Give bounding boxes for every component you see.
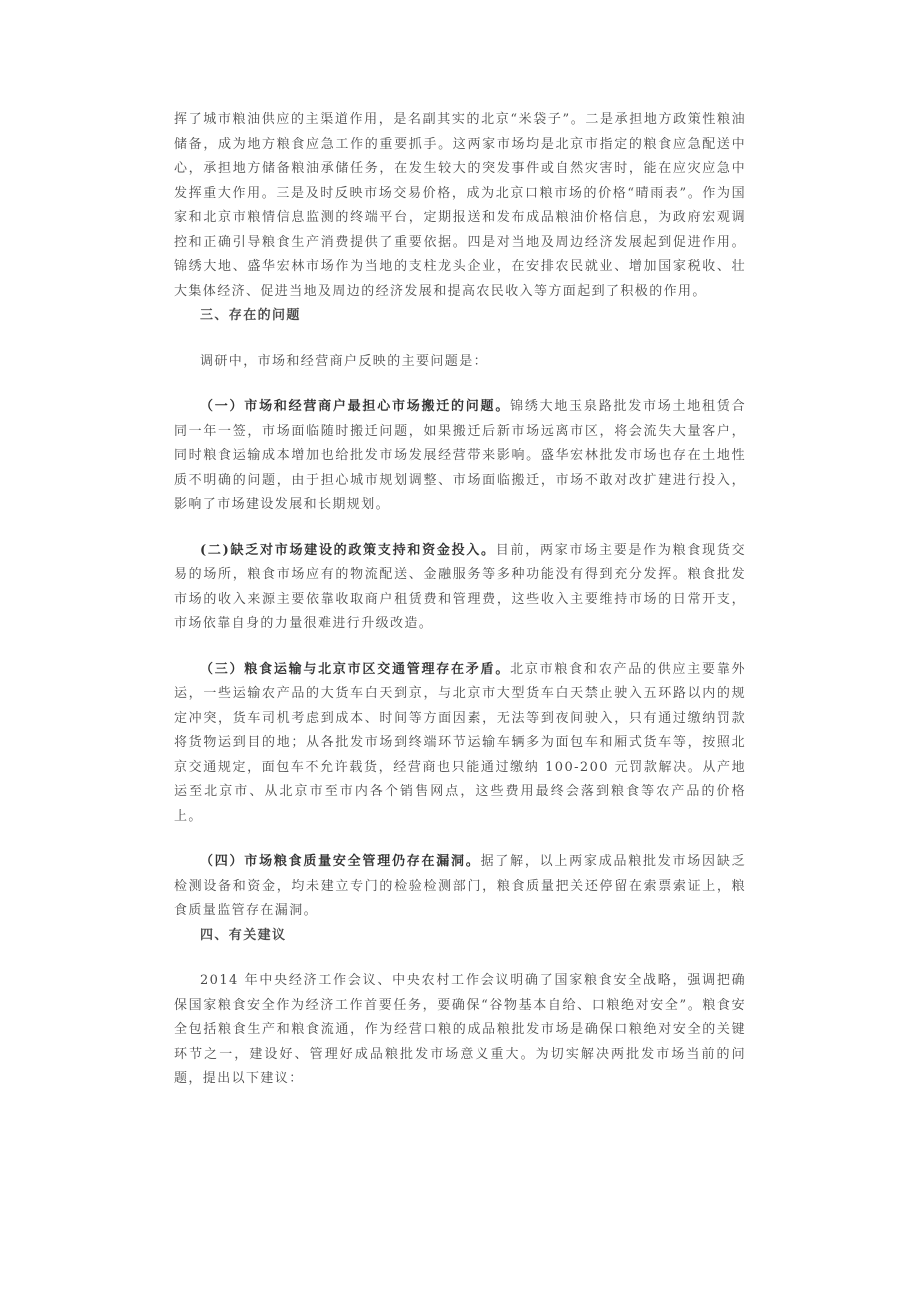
problem-2-text: 目前，两家市场主要是作为粮食现货交易的场所，粮食市场应有的物流配送、金融服务等多种功能没有得到充分发挥。粮食批发市场的收入来源主要依靠收取商户租赁费和管理费，这些收入主要维持市场的日常开支，市场依靠自身的力量很难进行升级改造。 [174,542,746,631]
paragraph-problem-2 [174,539,746,637]
section-heading-suggestions: 四、有关建议 [200,927,287,943]
paragraph-problems-intro: 调研中，市场和经营商户反映的主要问题是： [200,353,489,369]
document-page [174,108,746,1092]
problem-4-title: （四）市场粮食质量安全管理仍存在漏洞。 [200,854,481,869]
problem-1-text: 锦绣大地玉泉路批发市场土地租赁合同一年一签，市场面临随时搬迁问题，如果搬迁后新市场远离市区，将会流失大量客户，同时粮食运输成本增加也给批发市场发展经营带来影响。盛华宏林批发市场也存在土地性质不明确的问题，由于担心城市规划调整、市场面临搬迁，市场不敢对改扩建进行投入，影响了市场建设发展和长期规划。 [174,399,746,512]
paragraph-problem-1 [174,395,746,518]
paragraph-problem-3 [174,658,746,830]
problem-1-title: （一）市场和经营商户最担心市场搬迁的问题。 [200,399,511,414]
section-heading-problems: 三、存在的问题 [200,308,301,323]
paragraph-market-role: 挥了城市粮油供应的主渠道作用，是名副其实的北京“米袋子”。二是承担地方政策性粮油储备，成为地方粮食应急工作的重要抓手。这两家市场均是北京市指定的粮食应急配送中心，承担地方储备粮油承储任务，在发生较大的突发事件或自然灾害时，能在应灾应急中发挥重大作用。三是及时反映市场交易价格，成为北京口粮市场的价格“晴雨表”。作为国家和北京市粮情信息监测的终端平台，定期报送和发布成品粮油价格信息，为政府宏观调控和正确引导粮食生产消费提供了重要依据。四是对当地及周边经济发展起到促进作用。锦绣大地、盛华宏林市场作为当地的支柱龙头企业，在安排农民就业、增加国家税收、壮大集体经济、促进当地及周边的经济发展和提高农民收入等方面起到了积极的作用。 [174,112,746,299]
problem-2-title: (二)缺乏对市场建设的政策支持和资金投入。 [200,542,496,558]
paragraph-suggestions-intro: 2014 年中央经济工作会议、中央农村工作会议明确了国家粮食安全战略，强调把确保国家粮食安全作为经济工作首要任务，要确保“谷物基本自给、口粮绝对安全”。粮食安全包括粮食生产和粮食流通，作为经营口粮的成品粮批发市场是确保口粮绝对安全的关键环节之一，建设好、管理好成品粮批发市场意义重大。为切实解决两批发市场当前的问题，提出以下建议： [174,973,746,1086]
paragraph-problem-4 [174,850,746,924]
problem-4-text: 据了解，以上两家成品粮批发市场因缺乏检测设备和资金，均未建立专门的检验检测部门，粮食质量把关还停留在索票索证上，粮食质量监管存在漏洞。 [174,854,746,918]
problem-3-title: （三）粮食运输与北京市区交通管理存在矛盾。 [200,661,511,677]
problem-3-text: 北京市粮食和农产品的供应主要靠外运，一些运输农产品的大货车白天到京，与北京市大型货车白天禁止驶入五环路以内的规定冲突，货车司机考虑到成本、时间等方面因素，无法等到夜间驶入，只有通过缴纳罚款将货物运到目的地；从各批发市场到终端环节运输车辆多为面包车和厢式货车等，按照北京交通规定，面包车不允许载货，经营商也只能通过缴纳 100-200 元罚款解决。从产地运至北京市、从北京市至市内各个销售网点，这些费用最终会落到粮食等农产品的价格上。 [174,661,746,824]
